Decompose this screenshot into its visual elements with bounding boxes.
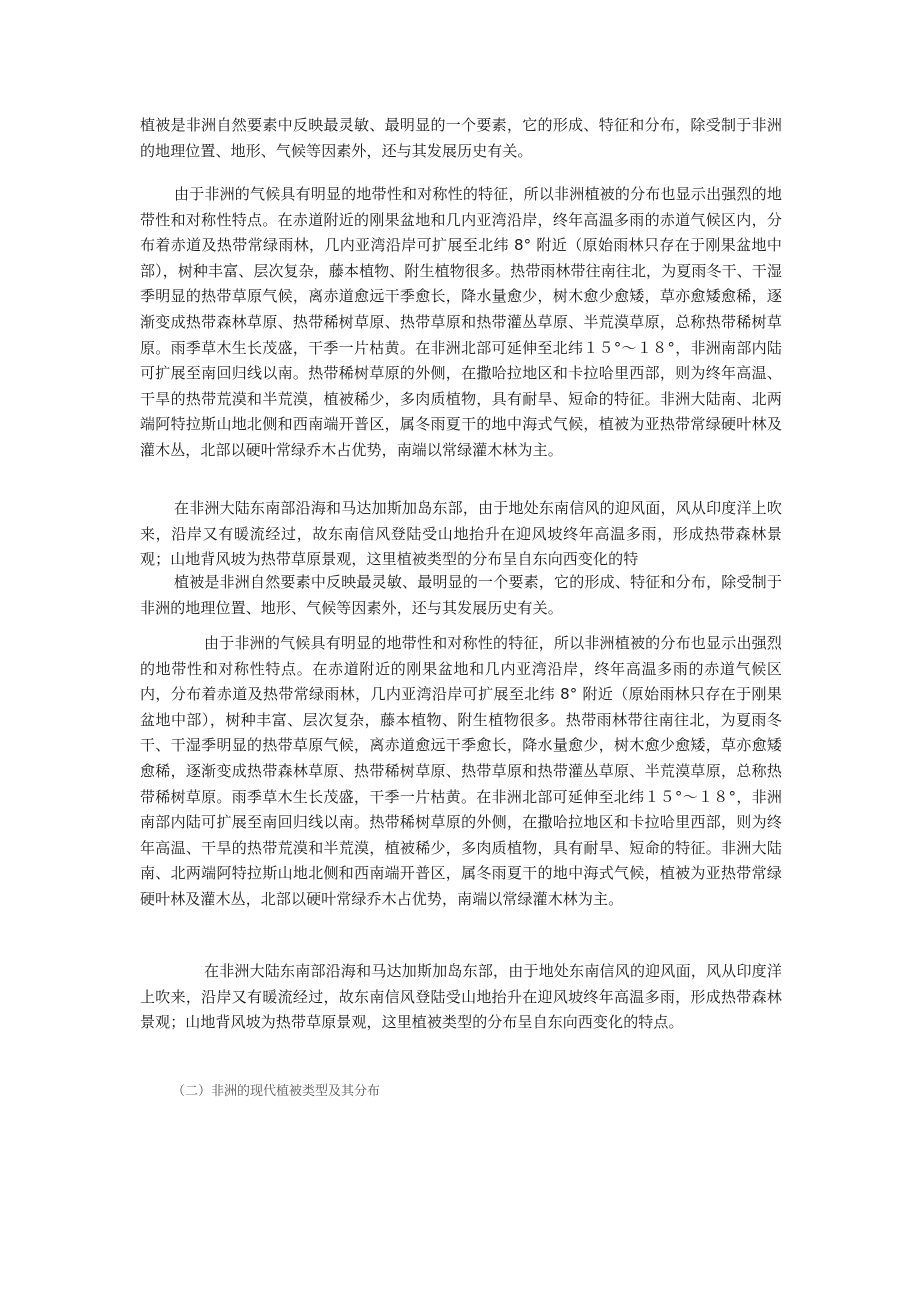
paragraph-vegetation-intro: 植被是非洲自然要素中反映最灵敏、最明显的一个要素，它的形成、特征和分布，除受制于非洲的地理位置、地形、气候等因素外，还与其发展历史有关。 — [140, 116, 782, 160]
paragraph-southeast-coast-truncated: 在非洲大陆东南部沿海和马达加斯加岛东部，由于地处东南信风的迎风面，风从印度洋上吹来，沿岸又有暖流经过，故东南信风登陆受山地抬升在迎风坡终年高温多雨，形成热带森林景观；山地背风坡为热带草原景观，这里植被类型的分布呈自东向西变化的特 — [140, 499, 782, 569]
paragraph-vegetation-intro-repeat: 植被是非洲自然要素中反映最灵敏、最明显的一个要素，它的形成、特征和分布，除受制于非洲的地理位置、地形、气候等因素外，还与其发展历史有关。 — [140, 573, 782, 617]
paragraph-zonality: 由于非洲的气候具有明显的地带性和对称性的特征，所以非洲植被的分布也显示出强烈的地带性和对称性特点。在赤道附近的刚果盆地和几内亚湾沿岸，终年高温多雨的赤道气候区内，分布着赤道及热带常绿雨林，几内亚湾沿岸可扩展至北纬 8° 附近（原始雨林只存在于刚果盆地中部），树种丰富、层次复杂，藤本植物、附生植物很多。热带雨林带往南往北，为夏雨冬干、干湿季明显的热带草原气候，离赤道愈远干季愈长，降水量愈少，树木愈少愈矮，草亦愈矮愈稀，逐渐变成热带森林草原、热带稀树草原、热带草原和热带灌丛草原、半荒漠草原，总称热带稀树草原。雨季草木生长茂盛，干季一片枯黄。在非洲北部可延伸至北纬１５°～１８°，非洲南部内陆可扩展至南回归线以南。热带稀树草原的外侧，在撒哈拉地区和卡拉哈里西部，则为终年高温、干旱的热带荒漠和半荒漠，植被稀少，多肉质植物，具有耐旱、短命的特征。非洲大陆南、北两端阿特拉斯山地北侧和西南端开普区，属冬雨夏干的地中海式气候，植被为亚热带常绿硬叶林及灌木丛，北部以硬叶常绿乔木占优势，南端以常绿灌木林为主。 — [140, 185, 782, 459]
section-heading: （二）非洲的现代植被类型及其分布 — [172, 1084, 381, 1099]
paragraph-zonality-repeat: 由于非洲的气候具有明显的地带性和对称性的特征，所以非洲植被的分布也显示出强烈的地带性和对称性特点。在赤道附近的刚果盆地和几内亚湾沿岸，终年高温多雨的赤道气候区内，分布着赤道及热带常绿雨林，几内亚湾沿岸可扩展至北纬 8° 附近（原始雨林只存在于刚果盆地中部），树种丰富、层次复杂，藤本植物、附生植物很多。热带雨林带往南往北，为夏雨冬干、干湿季明显的热带草原气候，离赤道愈远干季愈长，降水量愈少，树木愈少愈矮，草亦愈矮愈稀，逐渐变成热带森林草原、热带稀树草原、热带草原和热带灌丛草原、半荒漠草原，总称热带稀树草原。雨季草木生长茂盛，干季一片枯黄。在非洲北部可延伸至北纬１５°～１８°，非洲南部内陆可扩展至南回归线以南。热带稀树草原的外侧，在撒哈拉地区和卡拉哈里西部，则为终年高温、干旱的热带荒漠和半荒漠，植被稀少，多肉质植物，具有耐旱、短命的特征。非洲大陆南、北两端阿特拉斯山地北侧和西南端开普区，属冬雨夏干的地中海式气候，植被为亚热带常绿硬叶林及灌木丛，北部以硬叶常绿乔木占优势，南端以常绿灌木林为主。 — [140, 634, 782, 908]
paragraph-southeast-coast: 在非洲大陆东南部沿海和马达加斯加岛东部，由于地处东南信风的迎风面，风从印度洋上吹来，沿岸又有暖流经过，故东南信风登陆受山地抬升在迎风坡终年高温多雨，形成热带森林景观；山地背风坡为热带草原景观，这里植被类型的分布呈自东向西变化的特点。 — [140, 962, 782, 1032]
